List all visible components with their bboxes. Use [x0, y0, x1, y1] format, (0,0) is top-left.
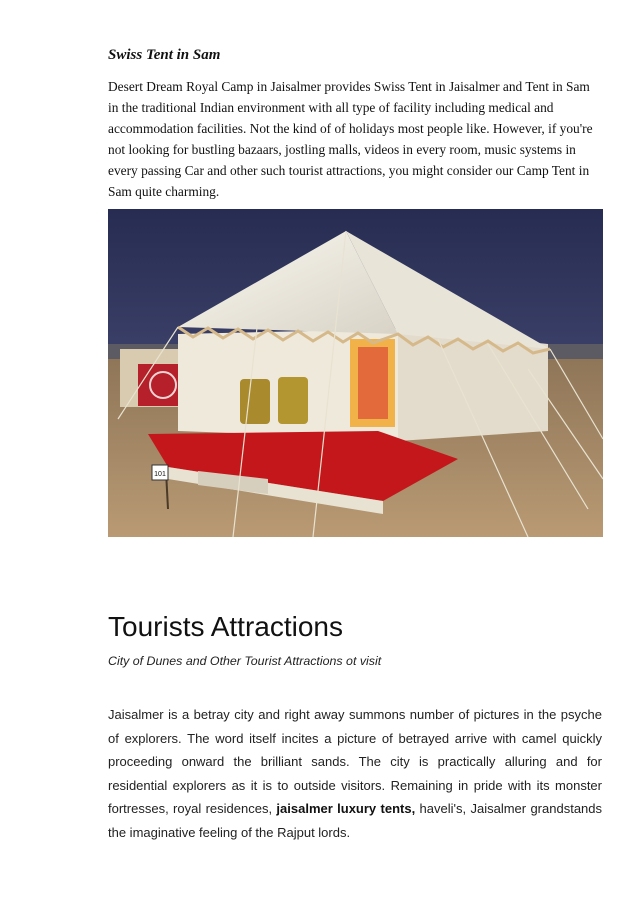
- tent-number-label: 101: [154, 471, 166, 478]
- tourists-attractions-heading: Tourists Attractions: [108, 611, 343, 642]
- attractions-text-part: haveli's, Jaisalmer grandstands the imaginative feeling of the Rajput lords.: [108, 801, 603, 840]
- attractions-text-part: Jaisalmer is a betray city and right away summons number of pictures in the psyche of explorers. The word itself incites a picture of betrayed arrive with camel quickly proceeding onward the brilliant sands. The city is practically alluring and for residential explorers as it is to outside visitors. Remaining in pride with its monster fortresses, royal residences,: [108, 707, 602, 817]
- tent-illustration: [108, 209, 603, 537]
- jaisalmer-luxury-tents-link[interactable]: jaisalmer luxury tents,: [276, 801, 416, 817]
- swiss-tent-title: Swiss Tent in Sam: [108, 47, 221, 63]
- chair: [278, 377, 308, 424]
- attractions-paragraph: [108, 703, 602, 845]
- tourists-attractions-subtitle: City of Dunes and Other Tourist Attractions ot visit: [108, 654, 382, 668]
- tent-interior: [358, 347, 388, 419]
- chair: [240, 379, 270, 424]
- swiss-tent-photo: [108, 209, 603, 537]
- swiss-tent-paragraph: Desert Dream Royal Camp in Jaisalmer provides Swiss Tent in Jaisalmer and Tent in Sam in the traditional Indian environment with all type of facility including medical and accommodation facilities. Not the kind of of holidays most people like. However, if you're not looking for bustling bazaars, jostling malls, videos in every room, music systems in every passing Car and other such tourist attractions, you might consider our Camp Tent in Sam quite charming.: [108, 79, 593, 199]
